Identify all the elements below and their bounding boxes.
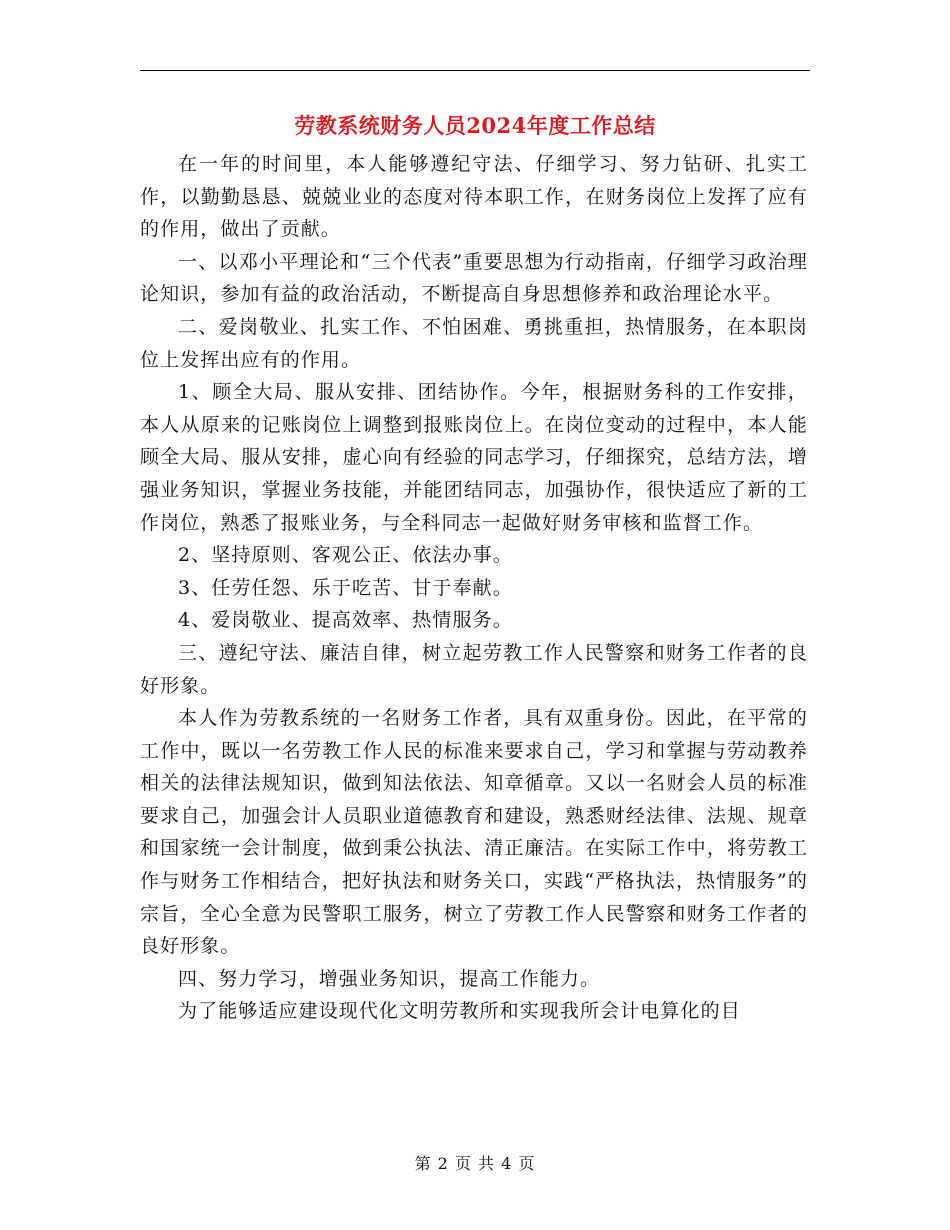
- paragraph: 1、顾全大局、服从安排、团结协作。今年，根据财务科的工作安排，本人从原来的记账岗位上调整到报账岗位上。在岗位变动的过程中，本人能顾全大局、服从安排，虚心向有经验的同志学习，仔细探究，总结方法，增强业务知识，掌握业务技能，并能团结同志，加强协作，很快适应了新的工作岗位，熟悉了报账业务，与全科同志一起做好财务审核和监督工作。: [140, 381, 808, 534]
- paragraph: 3、任劳任怨、乐于吃苦、甘于奉献。: [178, 576, 513, 599]
- page-number-footer: 第 2 页 共 4 页: [414, 1154, 536, 1173]
- document-title: 劳教系统财务人员2024年度工作总结: [294, 113, 656, 138]
- paragraph: 三、遵纪守法、廉洁自律，树立起劳教工作人民警察和财务工作者的良好形象。: [140, 641, 808, 697]
- paragraph: 4、爱岗敬业、提高效率、热情服务。: [178, 609, 513, 632]
- paragraph: 为了能够适应建设现代化文明劳教所和实现我所会计电算化的目: [178, 1000, 741, 1023]
- header-rule: [140, 70, 810, 71]
- paragraph: 二、爱岗敬业、扎实工作、不怕困难、勇挑重担，热情服务，在本职岗位上发挥出应有的作用。: [140, 315, 808, 371]
- paragraph: 一、以邓小平理论和“三个代表”重要思想为行动指南，仔细学习政治理论知识，参加有益的政治活动，不断提高自身思想修养和政治理论水平。: [140, 250, 808, 306]
- paragraph: 2、坚持原则、客观公正、依法办事。: [178, 544, 513, 567]
- paragraph: 本人作为劳教系统的一名财务工作者，具有双重身份。因此，在平常的工作中，既以一名劳教工作人民的标准来要求自己，学习和掌握与劳动教养相关的法律法规知识，做到知法依法、知章循章。又以一名财会人员的标准要求自己，加强会计人员职业道德教育和建设，熟悉财经法律、法规、规章和国家统一会计制度，做到秉公执法、清正廉洁。在实际工作中，将劳教工作与财务工作相结合，把好执法和财务关口，实践“严格执法，热情服务”的宗旨，全心全意为民警职工服务，树立了劳教工作人民警察和财务工作者的良好形象。: [140, 707, 808, 958]
- paragraph: 在一年的时间里，本人能够遵纪守法、仔细学习、努力钻研、扎实工作，以勤勤恳恳、兢兢业业的态度对待本职工作，在财务岗位上发挥了应有的作用，做出了贡献。: [140, 153, 808, 241]
- document-body: [140, 148, 808, 1028]
- paragraph: 四、努力学习，增强业务知识，提高工作能力。: [178, 967, 601, 990]
